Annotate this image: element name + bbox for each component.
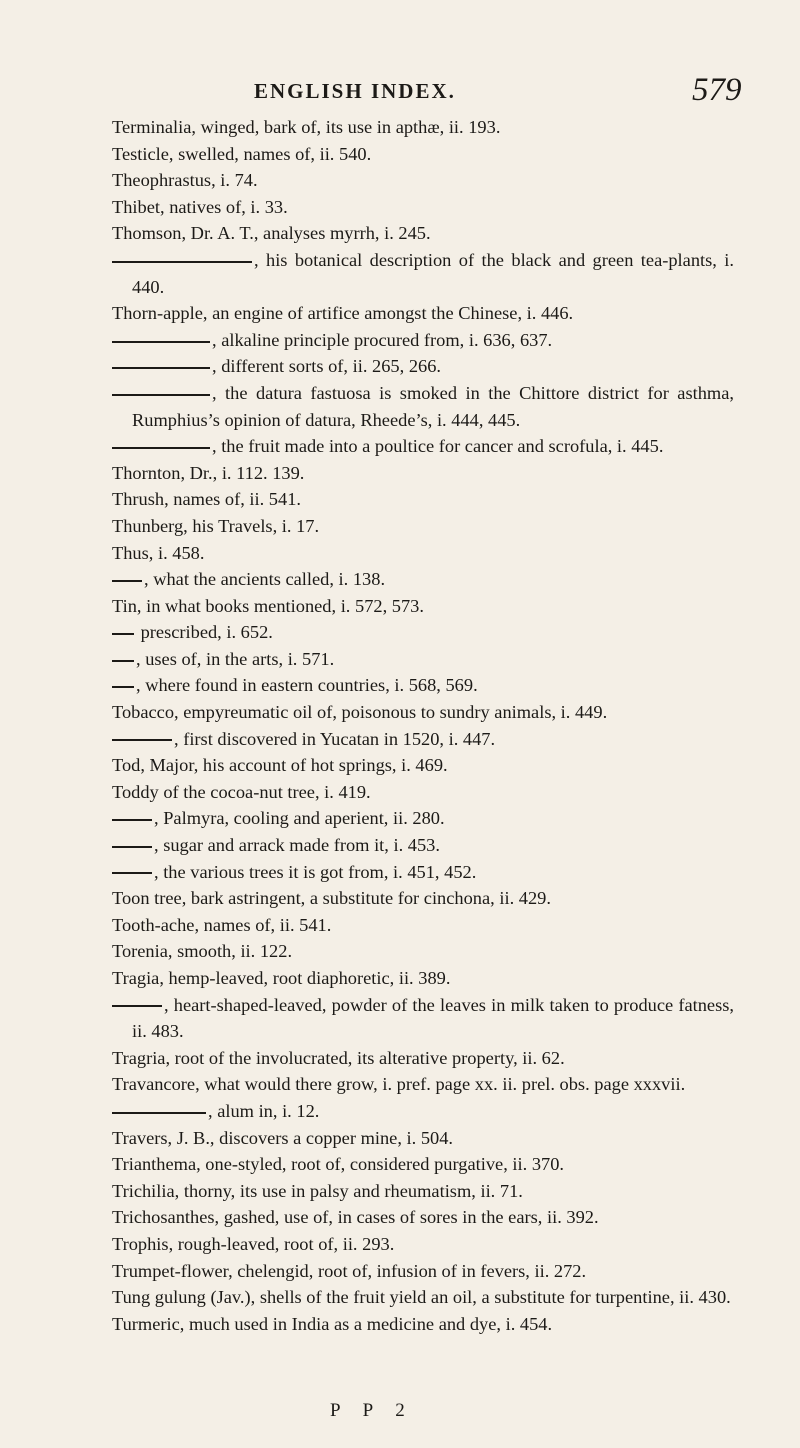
entry-text: Thorn-apple, an engine of artifice amongst the Chinese, i. 446.	[112, 303, 574, 324]
ditto-dash	[112, 872, 152, 874]
entry-text: Thrush, names of, ii. 541.	[112, 489, 301, 510]
index-entry	[112, 486, 734, 513]
ditto-dash	[112, 580, 142, 582]
index-entry	[112, 460, 734, 487]
index-entry	[112, 1151, 734, 1178]
entry-text: , where found in eastern countries, i. 568, 569.	[136, 675, 478, 696]
entry-text: Tragia, hemp-leaved, root diaphoretic, ii. 389.	[112, 968, 451, 988]
index-subentry	[112, 859, 734, 886]
ditto-dash	[112, 660, 134, 662]
entry-text: Thomson, Dr. A. T., analyses myrrh, i. 245.	[112, 223, 431, 244]
index-entry	[112, 1125, 734, 1152]
entry-text: Trophis, rough-leaved, root of, ii. 293.	[112, 1233, 395, 1254]
ditto-dash	[112, 739, 172, 741]
entry-text: Travancore, what would there grow, i. pref. page xx. ii. prel. obs. page xxxvii.	[112, 1074, 686, 1095]
index-subentry	[112, 672, 734, 699]
index-entry	[112, 885, 734, 912]
index-entry	[112, 699, 734, 726]
entry-text: Tod, Major, his account of hot springs, i. 469.	[112, 755, 448, 776]
entry-text: Thibet, natives of, i. 33.	[112, 196, 288, 217]
entry-text: , sugar and arrack made from it, i. 453.	[154, 835, 440, 856]
index-subentry	[112, 1098, 734, 1125]
running-head	[0, 72, 800, 112]
index-entry	[112, 1204, 734, 1231]
ditto-dash	[112, 1005, 162, 1007]
entry-text: Toddy of the cocoa-nut tree, i. 419.	[112, 781, 371, 802]
entry-text: , his botanical description of the black and green tea-plants, i. 440.	[132, 249, 734, 297]
index-subentry	[112, 805, 734, 832]
index-entry	[112, 1071, 734, 1098]
index-subentry	[112, 353, 734, 380]
entry-text: Thus, i. 458.	[112, 542, 205, 563]
entry-text: Trichilia, thorny, its use in palsy and rheumatism, ii. 71.	[112, 1180, 523, 1201]
index-entry	[112, 194, 734, 221]
entry-text: Tung gulung (Jav.), shells of the fruit yield an oil, a substitute for turpentine, ii. 430.	[112, 1287, 731, 1308]
index-subentry	[112, 327, 734, 354]
index-entry	[112, 540, 734, 567]
entry-text: , first discovered in Yucatan in 1520, i. 447.	[174, 728, 496, 749]
ditto-dash	[112, 633, 134, 635]
index-entry	[112, 513, 734, 540]
entry-text: Torenia, smooth, ii. 122.	[112, 941, 293, 962]
index-subentry	[112, 646, 734, 673]
index-entry	[112, 1231, 734, 1258]
index-subentry	[112, 380, 734, 433]
ditto-dash	[112, 261, 252, 263]
index-entry	[112, 141, 734, 168]
ditto-dash	[112, 1112, 206, 1114]
entry-text: , Palmyra, cooling and aperient, ii. 280.	[154, 808, 445, 829]
entry-text: , alum in, i. 12.	[208, 1100, 320, 1121]
signature-mark: P P 2	[330, 1400, 414, 1421]
entry-text: Thornton, Dr., i. 112. 139.	[112, 462, 305, 483]
running-title: ENGLISH INDEX.	[254, 79, 456, 103]
index-subentry	[112, 619, 734, 646]
index-entry	[112, 1045, 734, 1072]
index-entry	[112, 912, 734, 939]
ditto-dash	[112, 341, 210, 343]
index-subentry	[112, 726, 734, 753]
entry-text: , what the ancients called, i. 138.	[144, 569, 386, 590]
index-entry	[112, 779, 734, 806]
index-entry	[112, 752, 734, 779]
entry-text: , the fruit made into a poultice for cancer and scrofula, i. 445.	[212, 436, 664, 457]
entry-text: Tobacco, empyreumatic oil of, poisonous to sundry animals, i. 449.	[112, 702, 608, 723]
index-entry	[112, 1284, 734, 1311]
entry-text: Toon tree, bark astringent, a substitute for cinchona, ii. 429.	[112, 888, 551, 909]
entry-text: Trichosanthes, gashed, use of, in cases of sores in the ears, ii. 392.	[112, 1207, 599, 1228]
index-entry	[112, 593, 734, 620]
index-entry	[112, 114, 734, 141]
ditto-dash	[112, 394, 210, 396]
index-entry	[112, 220, 734, 247]
ditto-dash	[112, 846, 152, 848]
entry-text: Tragria, root of the involucrated, its alterative property, ii. 62.	[112, 1047, 565, 1068]
entry-text: Terminalia, winged, bark of, its use in apthæ, ii. 193.	[112, 117, 501, 137]
ditto-dash	[112, 686, 134, 688]
index-subentry	[112, 247, 734, 300]
index-subentry	[112, 433, 734, 460]
index-entries	[112, 114, 734, 1337]
entry-text: Trianthema, one-styled, root of, considered purgative, ii. 370.	[112, 1154, 565, 1175]
entry-text: , alkaline principle procured from, i. 636, 637.	[212, 329, 553, 350]
index-subentry	[112, 832, 734, 859]
index-entry	[112, 1258, 734, 1285]
index-entry	[112, 167, 734, 194]
entry-text: Tin, in what books mentioned, i. 572, 573.	[112, 595, 424, 616]
entry-text: , different sorts of, ii. 265, 266.	[212, 356, 442, 377]
entry-text: Testicle, swelled, names of, ii. 540.	[112, 143, 372, 164]
ditto-dash	[112, 819, 152, 821]
entry-text: Tooth-ache, names of, ii. 541.	[112, 914, 332, 935]
index-entry	[112, 965, 734, 992]
entry-text: , the datura fastuosa is smoked in the Chittore district for asthma, Rumphius’s opinion of datura, Rheede’s, i. 444, 445.	[132, 382, 734, 430]
entry-text: , uses of, in the arts, i. 571.	[136, 648, 335, 669]
page-number: 579	[692, 72, 742, 108]
ditto-dash	[112, 447, 210, 449]
entry-text: , the various trees it is got from, i. 451, 452.	[154, 861, 477, 882]
ditto-dash	[112, 367, 210, 369]
index-subentry	[112, 566, 734, 593]
entry-text: prescribed, i. 652.	[136, 622, 273, 643]
index-entry	[112, 300, 734, 327]
entry-text: Thunberg, his Travels, i. 17.	[112, 515, 320, 536]
entry-text: Turmeric, much used in India as a medicine and dye, i. 454.	[112, 1313, 553, 1334]
entry-text: Travers, J. B., discovers a copper mine, i. 504.	[112, 1127, 454, 1148]
index-entry	[112, 938, 734, 965]
entry-text: Trumpet-flower, chelengid, root of, infusion of in fevers, ii. 272.	[112, 1260, 587, 1281]
index-subentry	[112, 992, 734, 1045]
index-entry	[112, 1178, 734, 1205]
entry-text: , heart-shaped-leaved, powder of the leaves in milk taken to produce fatness, ii. 483.	[132, 994, 734, 1042]
entry-text: Theophrastus, i. 74.	[112, 170, 258, 191]
index-entry	[112, 1311, 734, 1338]
